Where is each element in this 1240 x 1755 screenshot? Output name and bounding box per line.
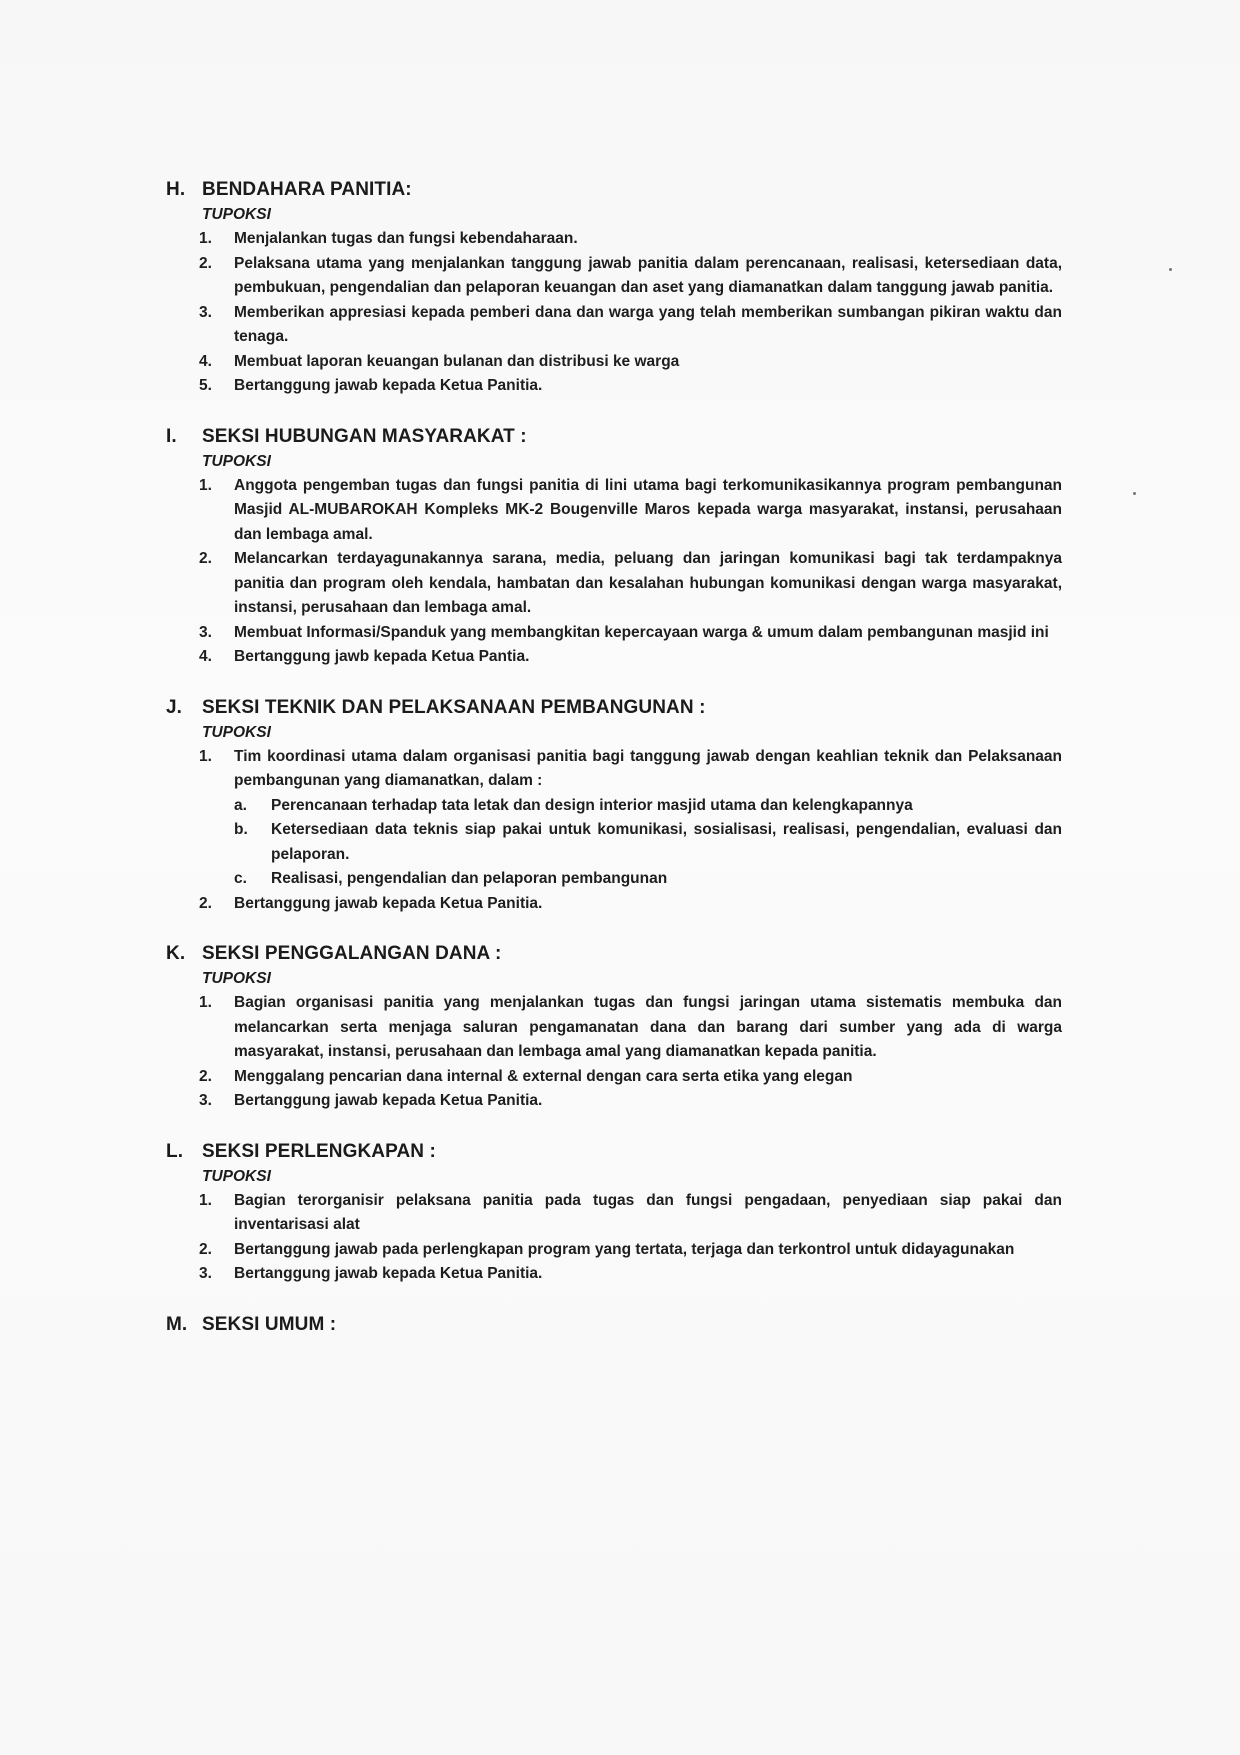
section-heading bbox=[166, 696, 1062, 720]
scan-speck bbox=[1169, 268, 1172, 271]
list-item-number: 1. bbox=[199, 230, 212, 247]
tupoksi-label: TUPOKSI bbox=[202, 1167, 271, 1185]
list-item bbox=[199, 350, 1062, 375]
tupoksi-label: TUPOKSI bbox=[202, 723, 271, 741]
list-item-text: Bertanggung jawab kepada Ketua Panitia. bbox=[234, 1092, 543, 1109]
list-item-number: 1. bbox=[199, 994, 212, 1011]
list-item-text: Melancarkan terdayagunakannya sarana, media, peluang dan jaringan komunikasi bagi tak terdampaknya panitia dan program oleh kendala, hambatan dan kesalahan hubungan komunikasi dengan warga masyarakat, instansi, perusahaan dan lembaga amal. bbox=[234, 550, 1062, 616]
list-item-text: Membuat Informasi/Spanduk yang membangkitan kepercayaan warga & umum dalam pembangunan masjid ini bbox=[234, 623, 1049, 641]
list-item-text: Pelaksana utama yang menjalankan tanggung jawab panitia dalam perencanaan, realisasi, ketersediaan data, pembukuan, pengendalian dan pelaporan keuangan dan aset yang diamanatkan dalam tanggung jawab panitia. bbox=[234, 254, 1062, 296]
list-item-number: 2. bbox=[199, 1240, 212, 1258]
section-letter: L. bbox=[166, 1140, 184, 1162]
list-item-number: 1. bbox=[199, 1191, 212, 1209]
sublist-item-letter: c. bbox=[234, 870, 247, 887]
numbered-list bbox=[199, 1189, 1062, 1287]
document-body bbox=[166, 178, 1062, 1363]
list-item-number: 2. bbox=[199, 1067, 212, 1085]
list-item-text: Bertanggung jawb kepada Ketua Pantia. bbox=[234, 648, 530, 665]
list-item-text: Bertanggung jawab kepada Ketua Panitia. bbox=[234, 894, 543, 912]
section-title: BENDAHARA PANITIA: bbox=[202, 179, 412, 200]
section-letter: H. bbox=[166, 179, 186, 200]
sublist-item-text: Perencanaan terhadap tata letak dan design interior masjid utama dan kelengkapannya bbox=[271, 796, 913, 814]
list-item bbox=[199, 745, 1062, 794]
section-title: SEKSI TEKNIK DAN PELAKSANAAN PEMBANGUNAN : bbox=[202, 696, 706, 718]
list-item-text: Menjalankan tugas dan fungsi kebendaharaan. bbox=[234, 230, 578, 247]
list-item bbox=[199, 301, 1062, 350]
numbered-list bbox=[199, 474, 1062, 670]
list-item bbox=[199, 374, 1062, 399]
tupoksi-label: TUPOKSI bbox=[202, 970, 271, 987]
section bbox=[166, 696, 1062, 917]
list-item-text: Bertanggung jawab kepada Ketua Panitia. bbox=[234, 377, 543, 394]
list-item-number: 2. bbox=[199, 550, 212, 567]
list-item-number: 2. bbox=[199, 894, 212, 912]
section bbox=[166, 942, 1062, 1114]
list-item-number: 1. bbox=[199, 476, 212, 494]
list-item bbox=[199, 474, 1062, 548]
numbered-list bbox=[199, 227, 1062, 399]
list-item bbox=[199, 1262, 1062, 1287]
section bbox=[166, 425, 1062, 670]
list-item bbox=[199, 1189, 1062, 1238]
section-letter: I. bbox=[166, 425, 177, 447]
sublist-item-letter: b. bbox=[234, 821, 248, 838]
list-item-number: 1. bbox=[199, 747, 212, 765]
list-item bbox=[199, 645, 1062, 670]
section-letter: K. bbox=[166, 943, 186, 964]
sublist-item-text: Realisasi, pengendalian dan pelaporan pembangunan bbox=[271, 870, 668, 887]
list-item-text: Tim koordinasi utama dalam organisasi panitia bagi tanggung jawab dengan keahlian teknik dan Pelaksanaan pembangunan yang diamanatkan, dalam : bbox=[234, 747, 1062, 789]
list-item-number: 3. bbox=[199, 303, 212, 321]
list-item-text: Membuat laporan keuangan bulanan dan distribusi ke warga bbox=[234, 352, 680, 370]
list-item bbox=[199, 892, 1062, 917]
section-heading bbox=[166, 178, 1062, 202]
scan-speck bbox=[1133, 492, 1136, 495]
list-item bbox=[199, 991, 1062, 1065]
tupoksi-label: TUPOKSI bbox=[202, 452, 271, 470]
list-item-text: Bertanggung jawab pada perlengkapan program yang tertata, terjaga dan terkontrol untuk didayagunakan bbox=[234, 1240, 1015, 1258]
section-title: SEKSI UMUM : bbox=[202, 1313, 337, 1335]
list-item-number: 3. bbox=[199, 1092, 212, 1109]
list-item bbox=[199, 621, 1062, 646]
list-item bbox=[199, 252, 1062, 301]
list-item-text: Anggota pengemban tugas dan fungsi panitia di lini utama bagi terkomunikasikannya program pembangunan Masjid AL-MUBAROKAH Kompleks MK-2 Bougenville Maros kepada warga masyarakat, instansi, perusahaan dan lembaga amal. bbox=[234, 476, 1062, 543]
list-item-text: Bertanggung jawab kepada Ketua Panitia. bbox=[234, 1265, 543, 1282]
list-item bbox=[199, 1065, 1062, 1090]
list-item-number: 4. bbox=[199, 352, 212, 370]
list-item-number: 5. bbox=[199, 377, 212, 394]
sublist-item-letter: a. bbox=[234, 796, 247, 814]
section-heading bbox=[166, 425, 1062, 449]
list-item bbox=[199, 227, 1062, 252]
section bbox=[166, 1140, 1062, 1287]
list-item-number: 2. bbox=[199, 254, 212, 272]
list-item bbox=[199, 547, 1062, 621]
list-item-text: Bagian organisasi panitia yang menjalankan tugas dan fungsi jaringan utama sistematis membuka dan melancarkan serta menjaga saluran pengamanatan dana dan barang dari sumber yang ada di warga masyarakat, instansi, perusahaan dan lembaga amal yang diamanatkan kepada panitia. bbox=[234, 994, 1062, 1060]
sublist-item-text: Ketersediaan data teknis siap pakai untuk komunikasi, sosialisasi, realisasi, pengendalian, evaluasi dan pelaporan. bbox=[271, 821, 1062, 863]
section-title: SEKSI PERLENGKAPAN : bbox=[202, 1140, 436, 1162]
tupoksi-label: TUPOKSI bbox=[202, 206, 271, 223]
sublist-item bbox=[234, 818, 1062, 867]
section-heading bbox=[166, 942, 1062, 966]
section-heading bbox=[166, 1140, 1062, 1164]
section-heading bbox=[166, 1313, 1062, 1337]
list-item bbox=[199, 1089, 1062, 1114]
sublist-item bbox=[234, 794, 1062, 819]
numbered-list bbox=[199, 991, 1062, 1114]
lettered-sublist bbox=[234, 794, 1062, 892]
section bbox=[166, 1313, 1062, 1337]
list-item-text: Menggalang pencarian dana internal & external dengan cara serta etika yang elegan bbox=[234, 1067, 853, 1085]
section-title: SEKSI PENGGALANGAN DANA : bbox=[202, 943, 502, 964]
numbered-list bbox=[199, 745, 1062, 917]
list-item-number: 3. bbox=[199, 623, 212, 641]
section-letter: M. bbox=[166, 1313, 188, 1335]
sublist-item bbox=[234, 867, 1062, 892]
list-item-number: 3. bbox=[199, 1265, 212, 1282]
list-item-text: Memberikan appresiasi kepada pemberi dana dan warga yang telah memberikan sumbangan pikiran waktu dan tenaga. bbox=[234, 303, 1062, 345]
section-title: SEKSI HUBUNGAN MASYARAKAT : bbox=[202, 425, 527, 447]
section-letter: J. bbox=[166, 696, 183, 718]
list-item-number: 4. bbox=[199, 648, 212, 665]
list-item bbox=[199, 1238, 1062, 1263]
section bbox=[166, 178, 1062, 399]
list-item-text: Bagian terorganisir pelaksana panitia pada tugas dan fungsi pengadaan, penyediaan siap pakai dan inventarisasi alat bbox=[234, 1191, 1062, 1233]
